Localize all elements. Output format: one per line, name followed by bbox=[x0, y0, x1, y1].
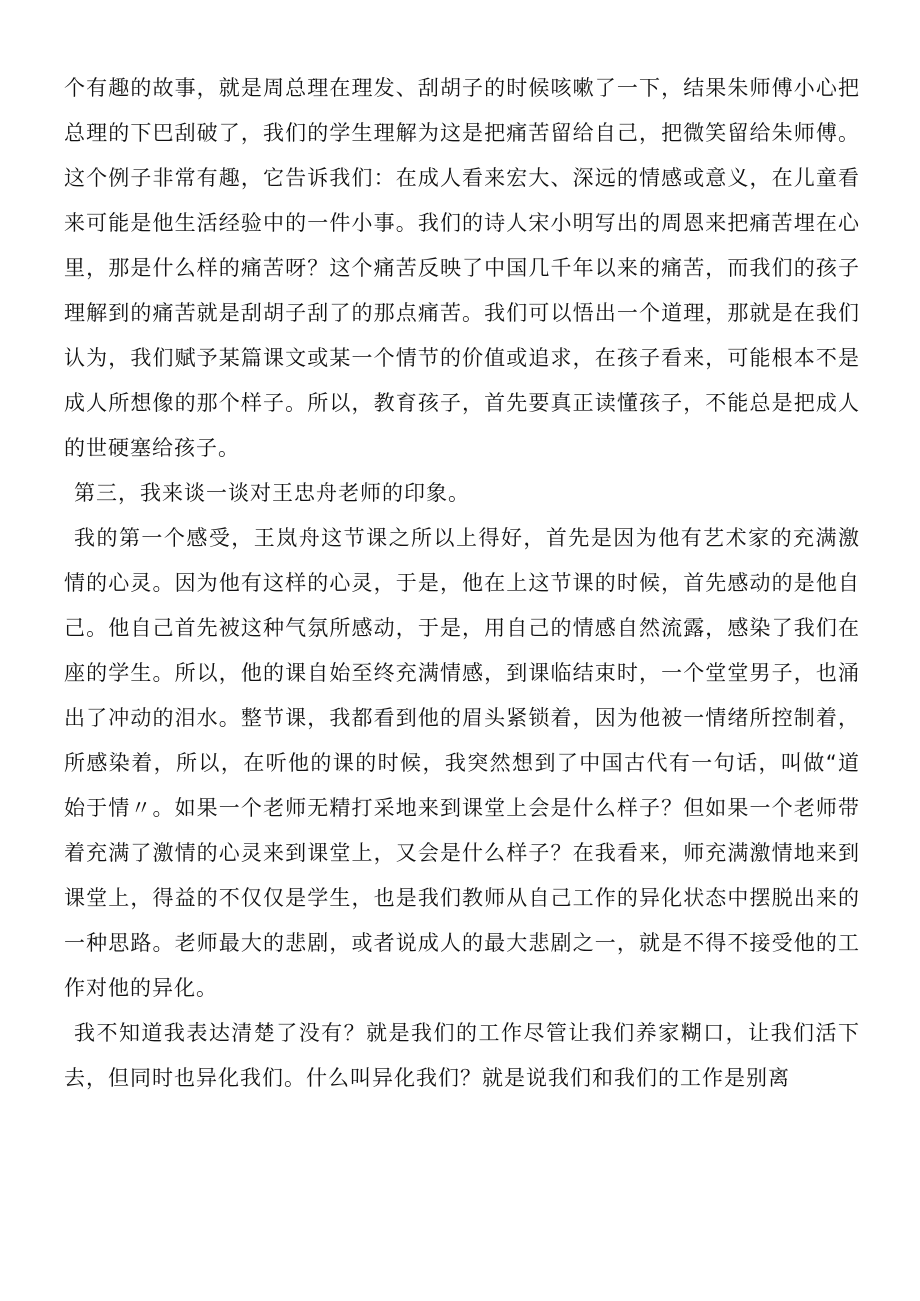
paragraph-section-three-heading: 第三，我来谈一谈对王忠舟老师的印象。 bbox=[74, 481, 470, 505]
paragraph-alienation: 我不知道我表达清楚了没有？就是我们的工作尽管让我们养家糊口，让我们活下去，但同时也异化我们。什么叫异化我们？就是说我们和我们的工作是别离 bbox=[64, 1021, 860, 1090]
paragraph-story-conclusion: 个有趣的故事，就是周总理在理发、刮胡子的时候咳嗽了一下，结果朱师傅小心把总理的下巴刮破了，我们的学生理解为这是把痛苦留给自己，把微笑留给朱师傅。这个例子非常有趣，它告诉我们：在成人看来宏大、深远的情感或意义，在儿童看来可能是他生活经验中的一件小事。我们的诗人宋小明写出的周恩来把痛苦埋在心里，那是什么样的痛苦呀？这个痛苦反映了中国几千年以来的痛苦，而我们的孩子理解到的痛苦就是刮胡子刮了的那点痛苦。我们可以悟出一个道理，那就是在我们认为，我们赋予某篇课文或某一个情节的价值或追求，在孩子看来，可能根本不是成人所想像的那个样子。所以，教育孩子，首先要真正读懂孩子，不能总是把成人的世硬塞给孩子。 bbox=[64, 76, 860, 460]
document-body bbox=[64, 66, 860, 1101]
paragraph-first-impression: 我的第一个感受，王岚舟这节课之所以上得好，首先是因为他有艺术家的充满激情的心灵。因为他有这样的心灵，于是，他在上这节课的时候，首先感动的是他自己。他自己首先被这种气氛所感动，于是，用自己的情感自然流露，感染了我们在座的学生。所以，他的课自始至终充满情感，到课临结束时，一个堂堂男子，也涌出了冲动的泪水。整节课，我都看到他的眉头紧锁着，因为他被一情绪所控制着，所感染着，所以，在听他的课的时候，我突然想到了中国古代有一句话，叫做“道始于情〃。如果一个老师无精打采地来到课堂上会是什么样子？但如果一个老师带着充满了激情的心灵来到课堂上，又会是什么样子？在我看来，师充满激情地来到课堂上，得益的不仅仅是学生，也是我们教师从自己工作的异化状态中摆脱出来的一种思路。老师最大的悲剧，或者说成人的最大悲剧之一，就是不得不接受他的工作对他的异化。 bbox=[64, 526, 860, 1000]
